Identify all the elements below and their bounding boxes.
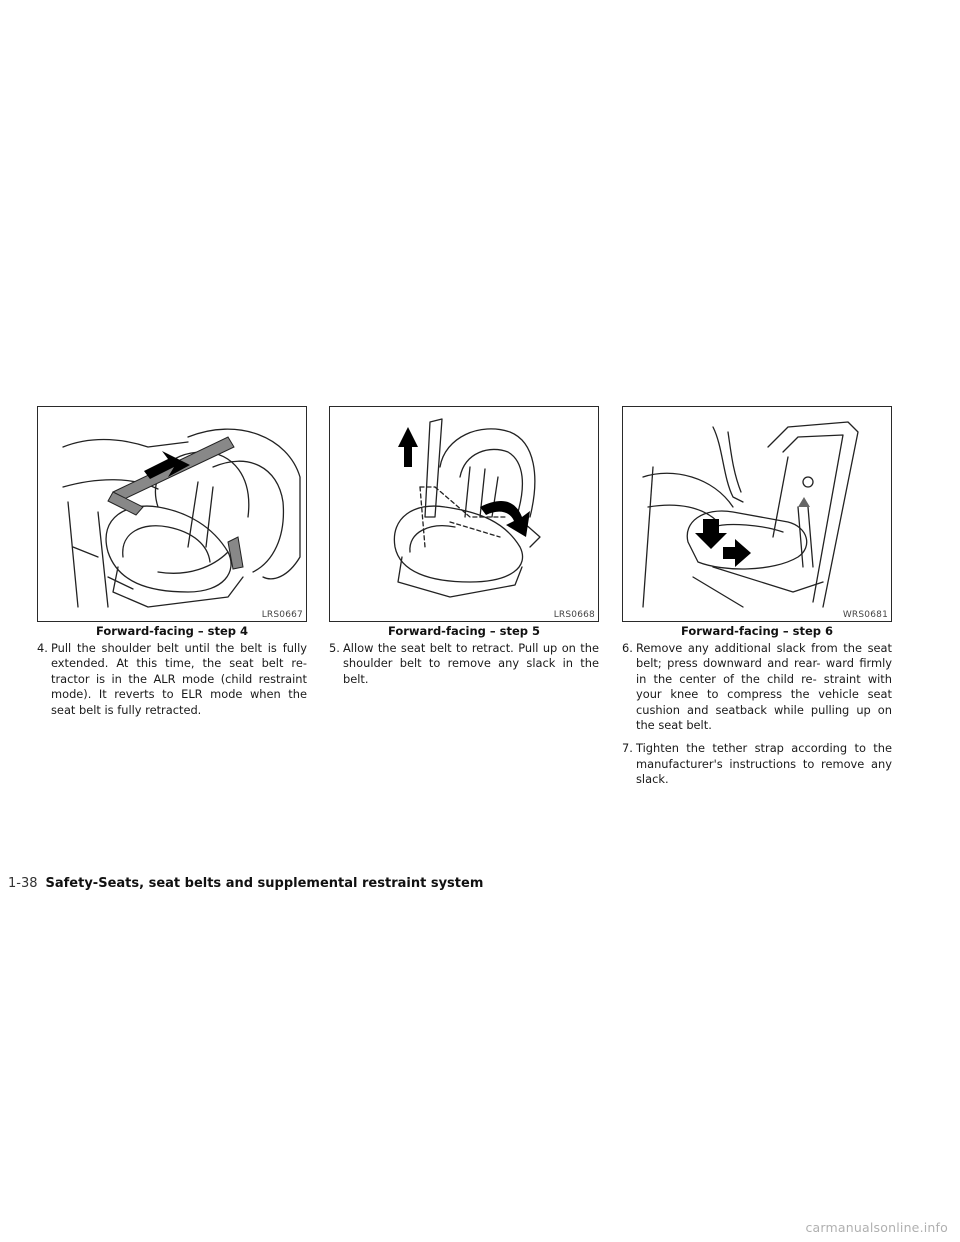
page-number: 1-38	[8, 876, 38, 891]
figure-code: LRS0667	[261, 610, 303, 620]
figure-code: LRS0668	[553, 610, 595, 620]
step-text: Tighten the tether strap according to the manufacturer's instructions to remove any slack.	[636, 741, 892, 787]
illustration-step-5	[330, 407, 598, 621]
column-step-5	[329, 406, 599, 695]
column-step-4	[37, 406, 307, 726]
figure-step-6	[622, 406, 892, 622]
step-4	[37, 641, 307, 718]
step-number: 5.	[329, 641, 340, 655]
page-footer	[8, 876, 483, 891]
step-number: 6.	[622, 641, 633, 655]
figure-caption: Forward-facing – step 6	[680, 624, 834, 638]
step-text: Allow the seat belt to retract. Pull up on the shoulder belt to remove any slack in the belt.	[343, 641, 599, 686]
figure-caption: Forward-facing – step 5	[387, 624, 541, 638]
figure-step-5	[329, 406, 599, 622]
step-text: Remove any additional slack from the seat belt; press downward and rear- ward firmly in the center of the child re- straint with your knee to compress the vehicle seat cushion and seatback while pulling up on the seat belt.	[636, 641, 892, 733]
watermark-link[interactable]: carmanualsonline.info	[805, 1220, 948, 1235]
step-6	[622, 641, 892, 733]
figure-caption: Forward-facing – step 4	[95, 624, 249, 638]
column-step-6	[622, 406, 892, 796]
step-5	[329, 641, 599, 687]
section-title: Safety-Seats, seat belts and supplemental restraint system	[45, 876, 484, 891]
step-text: Pull the shoulder belt until the belt is fully extended. At this time, the seat belt re- tractor is in the ALR mode (child restraint mode). It reverts to ELR mode when the seat belt is fully retracted.	[51, 641, 307, 717]
step-number: 4.	[37, 641, 48, 655]
figure-step-4	[37, 406, 307, 622]
step-number: 7.	[622, 741, 633, 756]
step-7	[622, 741, 892, 787]
illustration-step-6	[623, 407, 891, 621]
illustration-step-4	[38, 407, 306, 621]
figure-code: WRS0681	[842, 610, 888, 620]
